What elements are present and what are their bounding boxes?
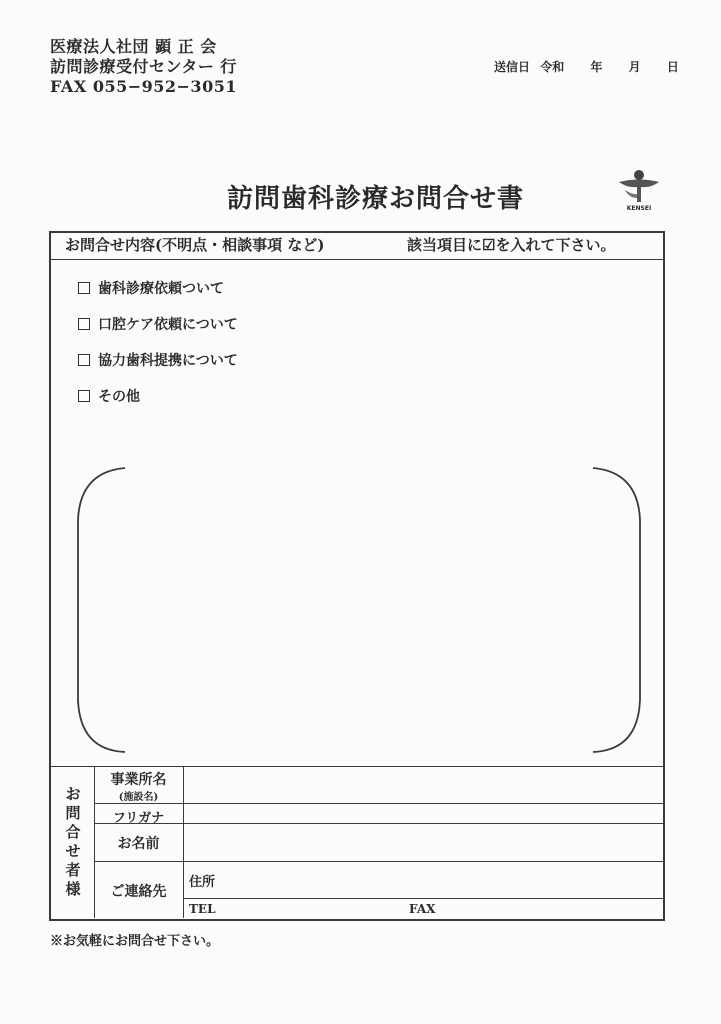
name-label: お名前	[117, 836, 160, 852]
recipient-center: 訪問診療受付センター 行	[50, 57, 237, 76]
fax-field[interactable]	[441, 899, 662, 917]
option-label: 口腔ケア依頼について	[98, 317, 238, 333]
fax-label: FAX	[409, 902, 436, 916]
furigana-field[interactable]	[184, 804, 662, 822]
checkbox[interactable]	[78, 390, 90, 402]
tel-field[interactable]	[216, 899, 406, 917]
kensei-logo	[615, 168, 663, 216]
checkbox[interactable]	[78, 282, 90, 294]
address-label: 住所	[189, 875, 216, 890]
contact-label: ご連絡先	[110, 884, 167, 900]
facility-field[interactable]	[184, 767, 662, 802]
facility-label: 事業所名	[110, 772, 167, 788]
facility-sub-label: (施設名)	[118, 792, 159, 803]
option-other[interactable]	[78, 387, 140, 407]
option-label: その他	[98, 389, 140, 405]
option-oral-care[interactable]	[78, 315, 238, 335]
tel-label: TEL	[189, 902, 216, 916]
inquiry-header-label: お問合せ内容(不明点・相談事項 など)	[65, 236, 325, 254]
checkbox[interactable]	[78, 318, 90, 330]
send-date-day: 日	[666, 60, 679, 74]
address-field[interactable]	[221, 862, 662, 897]
logo-text: KENSEI	[626, 205, 652, 212]
free-text-area[interactable]	[70, 460, 648, 760]
name-field[interactable]	[184, 824, 662, 860]
send-date-label: 送信日	[494, 60, 531, 74]
contact-table	[51, 766, 663, 919]
option-dental-treatment[interactable]	[78, 279, 224, 299]
recipient-fax: FAX 055−952−3051	[50, 77, 237, 96]
send-date-era: 令和	[540, 60, 565, 74]
option-partnership[interactable]	[78, 351, 238, 371]
option-label: 歯科診療依頼ついて	[98, 281, 224, 297]
footnote: ※お気軽にお問合せ下さい。	[50, 934, 220, 949]
checkbox[interactable]	[78, 354, 90, 366]
inquiry-header-instruction: 該当項目に☑を入れて下さい。	[407, 236, 616, 254]
page-title: 訪問歯科診療お問合せ書	[227, 184, 525, 214]
send-date-year: 年	[590, 60, 603, 74]
send-date-month: 月	[628, 60, 641, 74]
furigana-label: フリガナ	[112, 811, 165, 826]
send-date	[494, 58, 679, 75]
recipient-org: 医療法人社団 顕 正 会	[50, 37, 217, 56]
inquiry-header	[51, 233, 663, 260]
option-label: 協力歯科提携について	[98, 353, 238, 369]
kensei-logo-icon	[615, 168, 663, 206]
contact-section-label: お 問 合 せ 者 様	[65, 785, 81, 898]
